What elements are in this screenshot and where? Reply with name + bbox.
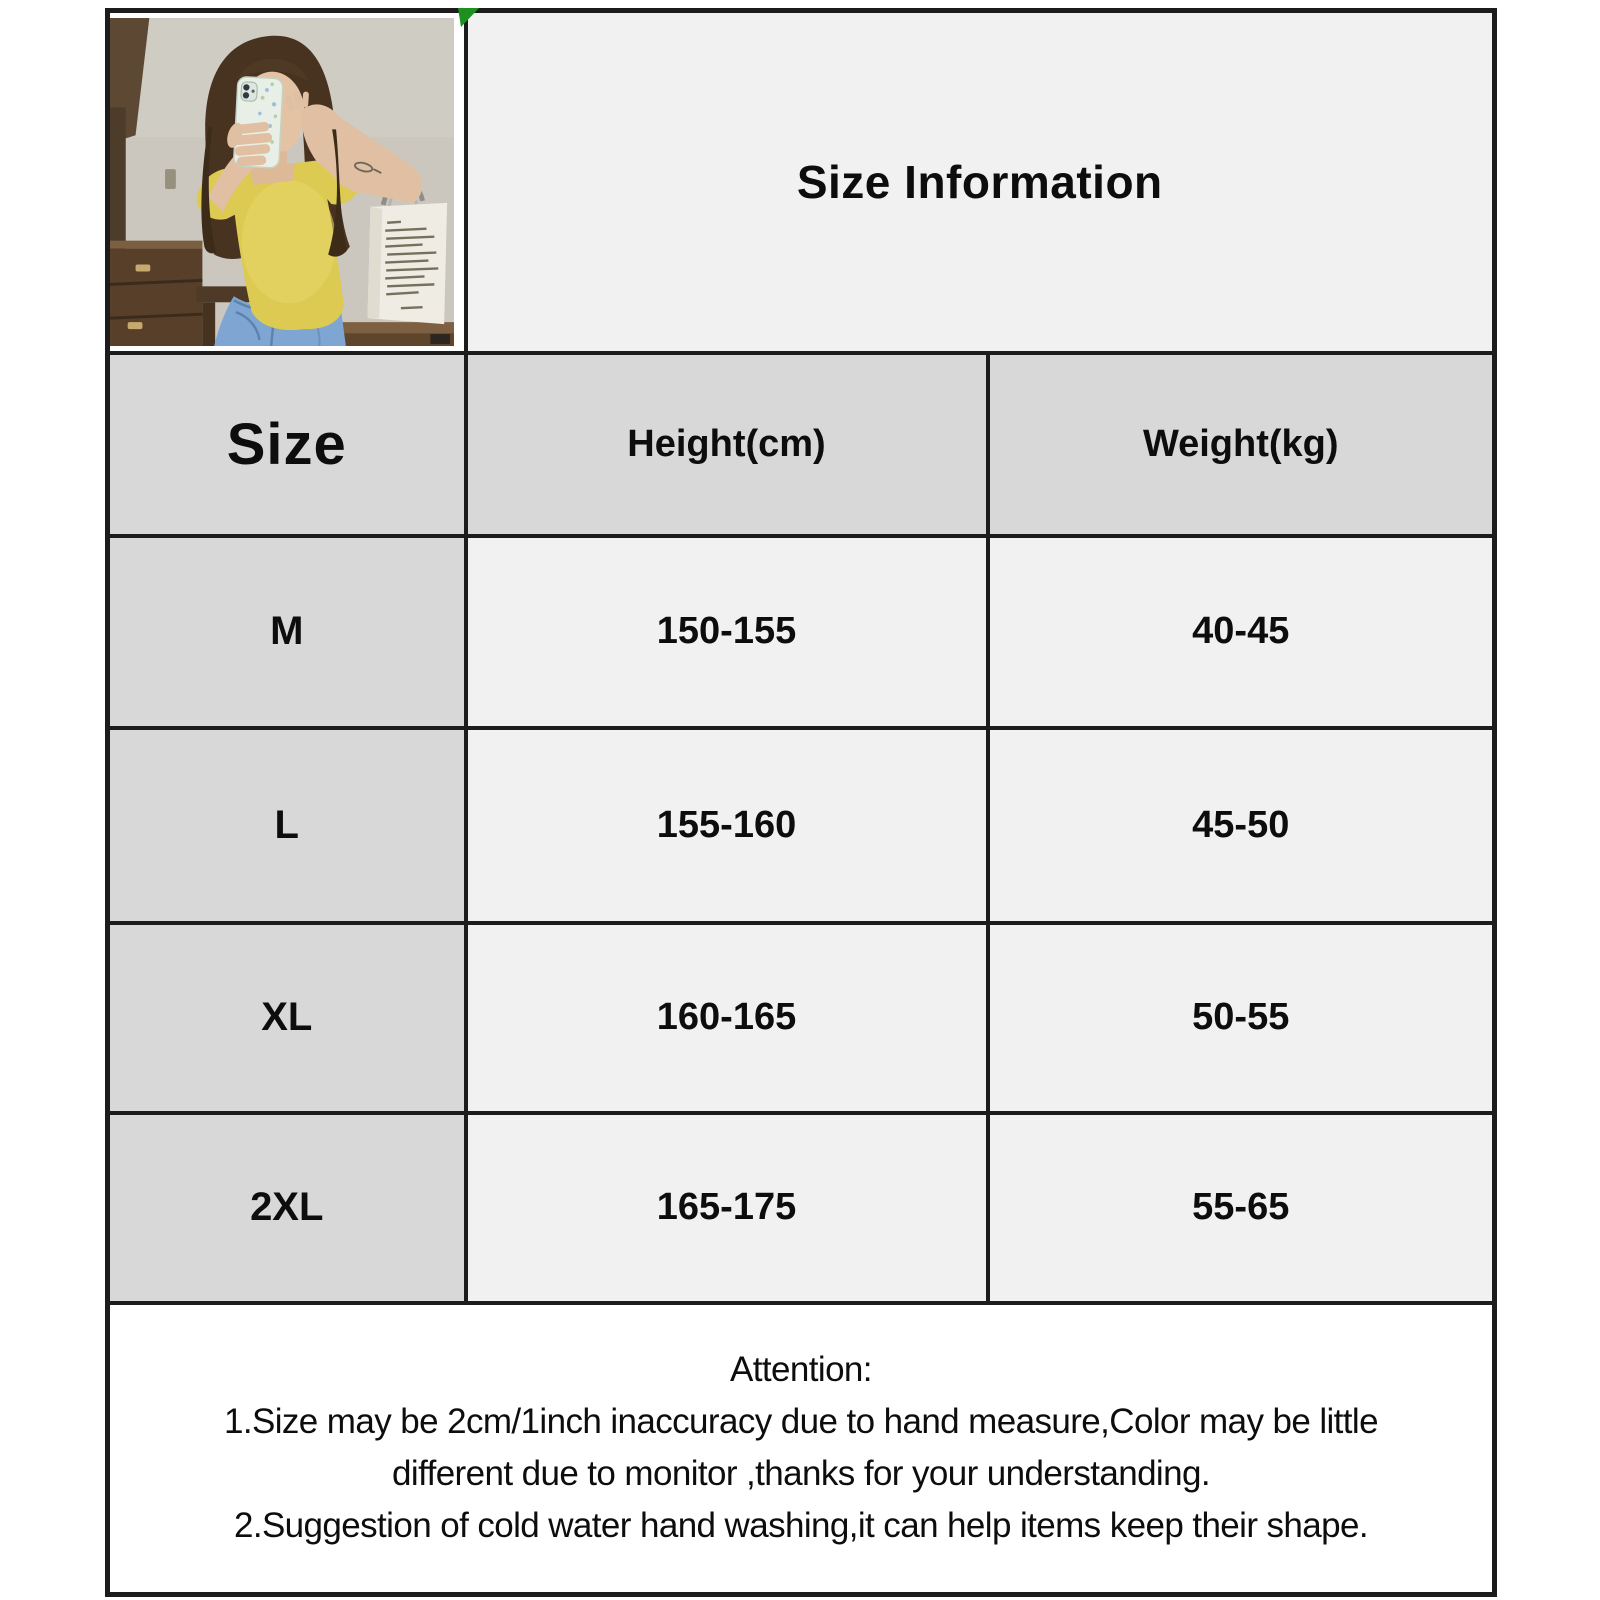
title-row (108, 11, 1495, 353)
weight-value-xl: 50-55 (988, 923, 1495, 1113)
attention-note-1: 1.Size may be 2cm/1inch inaccuracy due to hand measure,Color may be little (224, 1402, 1378, 1442)
weight-value-l: 45-50 (988, 728, 1495, 923)
height-value-l: 155-160 (466, 728, 988, 923)
size-label-xl: XL (108, 923, 466, 1113)
size-label-m: M (108, 536, 466, 728)
attention-row (108, 1303, 1495, 1595)
size-label-2xl: 2XL (108, 1113, 466, 1303)
height-value-xl: 160-165 (466, 923, 988, 1113)
column-header-row (108, 353, 1495, 536)
page-title: Size Information (466, 11, 1495, 353)
table-row (108, 728, 1495, 923)
table-row (108, 536, 1495, 728)
size-table (105, 8, 1497, 1597)
green-corner-flag-icon (457, 8, 481, 28)
product-photo-cell (108, 11, 466, 353)
size-label-l: L (108, 728, 466, 923)
table-row (108, 1113, 1495, 1303)
column-header-height: Height(cm) (466, 353, 988, 536)
table-row (108, 923, 1495, 1113)
height-value-2xl: 165-175 (466, 1113, 988, 1303)
attention-note-1-cont: different due to monitor ,thanks for your understanding. (392, 1454, 1210, 1494)
photo-dresser (110, 240, 202, 345)
weight-value-m: 40-45 (988, 536, 1495, 728)
wall-outlet (165, 169, 176, 189)
attention-section (108, 1303, 1495, 1595)
size-chart-sheet (105, 8, 1497, 1597)
attention-heading: Attention: (730, 1350, 872, 1390)
weight-value-2xl: 55-65 (988, 1113, 1495, 1303)
column-header-weight: Weight(kg) (988, 353, 1495, 536)
model-mirror-selfie-photo (110, 18, 454, 346)
height-value-m: 150-155 (466, 536, 988, 728)
attention-note-2: 2.Suggestion of cold water hand washing,it can help items keep their shape. (233, 1506, 1369, 1546)
column-header-size: Size (108, 353, 466, 536)
